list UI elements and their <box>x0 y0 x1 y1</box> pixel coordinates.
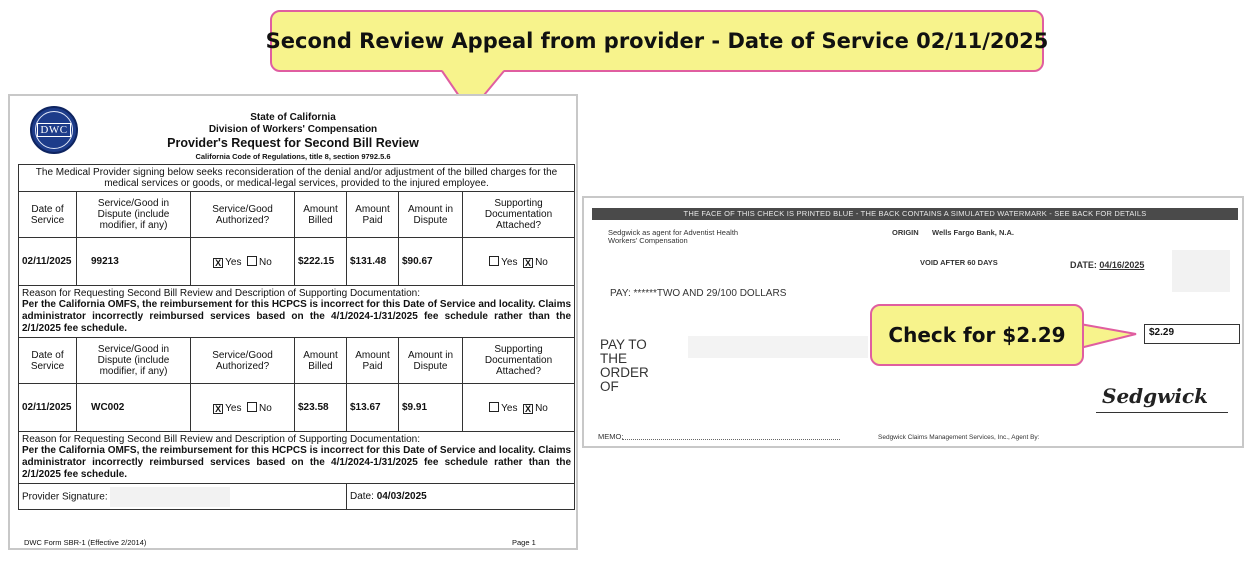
row-service: 99213 <box>77 238 191 286</box>
yes-label: Yes <box>225 402 242 414</box>
reason-text: Per the California OMFS, the reimbursement for this HCPCS is incorrect for this Date of Service and locality. Claims administrator incorrectly reimbursed services based on the 4/1/2024-1/31/2025 fee schedule rather than the 2/1/2025 fee schedule. <box>22 299 572 334</box>
docs-yes-checkbox[interactable] <box>489 402 499 412</box>
form-intro: The Medical Provider signing below seeks reconsideration of the denial and/or adjustment of the billed charges for the medical services or goods, or medical-legal services, provided to the injured employee. <box>19 165 575 192</box>
sbr-form <box>8 94 578 550</box>
form-title: Provider's Request for Second Bill Review <box>167 136 419 150</box>
col-service-in-dispute: Service/Good in Dispute (include modifier, if any) <box>77 192 191 238</box>
check-callout-text: Check for $2.29 <box>888 323 1066 347</box>
row-authorized <box>191 384 295 432</box>
signature-label: Provider Signature: <box>22 491 108 503</box>
row-docs <box>463 384 575 432</box>
row-billed: $222.15 <box>295 238 347 286</box>
authorized-yes-checkbox[interactable]: X <box>215 257 222 268</box>
signature-cell <box>19 484 347 510</box>
col-amount-paid: Amount Paid <box>347 338 399 384</box>
form-footer-id: DWC Form SBR-1 (Effective 2/2014) <box>24 538 147 547</box>
docs-no-checkbox[interactable]: X <box>525 403 532 414</box>
reason-row <box>19 286 575 338</box>
row-date: 02/11/2025 <box>19 238 77 286</box>
col-date-of-service: Date of Service <box>19 192 77 238</box>
no-label: No <box>259 256 272 268</box>
signature-redaction <box>110 487 230 507</box>
row-billed: $23.58 <box>295 384 347 432</box>
col-supporting-docs: Supporting Documentation Attached? <box>463 192 575 238</box>
col-amount-billed: Amount Billed <box>295 192 347 238</box>
top-callout <box>265 10 1049 72</box>
row-paid: $13.67 <box>347 384 399 432</box>
col-authorized: Service/Good Authorized? <box>191 338 295 384</box>
date-value: 04/03/2025 <box>376 491 427 502</box>
form-citation: California Code of Regulations, title 8, section 9792.5.6 <box>195 152 391 161</box>
col-amount-paid: Amount Paid <box>347 192 399 238</box>
no-label: No <box>535 402 548 414</box>
no-label: No <box>259 402 272 414</box>
col-authorized: Service/Good Authorized? <box>191 192 295 238</box>
date-cell <box>347 484 575 510</box>
form-header-state: State of California <box>250 112 336 123</box>
check-date-label: DATE: <box>1070 260 1097 270</box>
table-row <box>19 238 575 286</box>
reason-label: Reason for Requesting Second Bill Review and Description of Supporting Documentation: <box>22 288 421 299</box>
column-header-row <box>19 338 575 384</box>
col-supporting-docs: Supporting Documentation Attached? <box>463 338 575 384</box>
authorized-no-checkbox[interactable] <box>247 256 257 266</box>
check-agent-line: Sedgwick Claims Management Services, Inc., Agent By: <box>878 434 1040 441</box>
col-date-of-service: Date of Service <box>19 338 77 384</box>
row-dispute: $9.91 <box>399 384 463 432</box>
authorized-yes-checkbox[interactable]: X <box>215 403 222 414</box>
check-date-value: 04/16/2025 <box>1099 260 1145 270</box>
memo-line <box>622 439 840 440</box>
check-bank: Wells Fargo Bank, N.A. <box>932 228 1014 237</box>
reason-row <box>19 432 575 484</box>
check-pay-to <box>600 338 649 394</box>
check-pay-line: PAY: ******TWO AND 29/100 DOLLARS <box>610 288 787 299</box>
yes-label: Yes <box>501 256 518 268</box>
check-amount: $2.29 <box>1149 327 1175 338</box>
column-header-row <box>19 192 575 238</box>
reason-label: Reason for Requesting Second Bill Review and Description of Supporting Documentation: <box>22 434 421 445</box>
check-amount-box <box>1144 324 1240 344</box>
top-callout-text: Second Review Appeal from provider - Date of Service 02/11/2025 <box>265 29 1049 53</box>
pay-to-line: PAY TO <box>600 337 647 352</box>
check-date <box>1070 260 1144 270</box>
row-service: WC002 <box>77 384 191 432</box>
check-memo-label: MEMO: <box>598 432 624 441</box>
payee-redaction <box>688 336 868 358</box>
col-amount-in-dispute: Amount in Dispute <box>399 192 463 238</box>
pay-to-line: OF <box>600 379 619 394</box>
check-callout <box>870 304 1084 366</box>
signature-row <box>19 484 575 510</box>
form-footer-page: Page 1 <box>512 538 536 547</box>
row-paid: $131.48 <box>347 238 399 286</box>
row-docs <box>463 238 575 286</box>
pay-to-line: ORDER <box>600 365 649 380</box>
authorized-no-checkbox[interactable] <box>247 402 257 412</box>
check-origin-label: ORIGIN <box>892 228 919 237</box>
dwc-seal-text: DWC <box>37 123 70 137</box>
check-banner: THE FACE OF THIS CHECK IS PRINTED BLUE - THE BACK CONTAINS A SIMULATED WATERMARK - SEE BACK FOR DETAILS <box>592 208 1238 220</box>
form-table <box>18 164 575 510</box>
check-signature: Sedgwick <box>1102 384 1208 408</box>
form-header-division: Division of Workers' Compensation <box>208 124 378 135</box>
pay-to-line: THE <box>600 351 627 366</box>
col-amount-in-dispute: Amount in Dispute <box>399 338 463 384</box>
check-redaction-top-right <box>1172 250 1230 292</box>
check-payer-line2: Workers' Compensation <box>608 236 688 245</box>
col-service-in-dispute: Service/Good in Dispute (include modifier, if any) <box>77 338 191 384</box>
check-void-text: VOID AFTER 60 DAYS <box>920 258 998 267</box>
check-payer-line1: Sedgwick as agent for Adventist Health <box>608 228 739 237</box>
row-date: 02/11/2025 <box>19 384 77 432</box>
yes-label: Yes <box>501 402 518 414</box>
no-label: No <box>535 256 548 268</box>
row-authorized <box>191 238 295 286</box>
row-dispute: $90.67 <box>399 238 463 286</box>
date-label: Date: <box>350 491 374 502</box>
docs-yes-checkbox[interactable] <box>489 256 499 266</box>
col-amount-billed: Amount Billed <box>295 338 347 384</box>
docs-no-checkbox[interactable]: X <box>525 257 532 268</box>
signature-line <box>1096 412 1228 413</box>
reason-text: Per the California OMFS, the reimbursement for this HCPCS is incorrect for this Date of Service and locality. Claims administrator incorrectly reimbursed services based on the 4/1/2024-1/31/2025 fee schedule rather than the 2/1/2025 fee schedule. <box>22 445 572 480</box>
yes-label: Yes <box>225 256 242 268</box>
table-row <box>19 384 575 432</box>
